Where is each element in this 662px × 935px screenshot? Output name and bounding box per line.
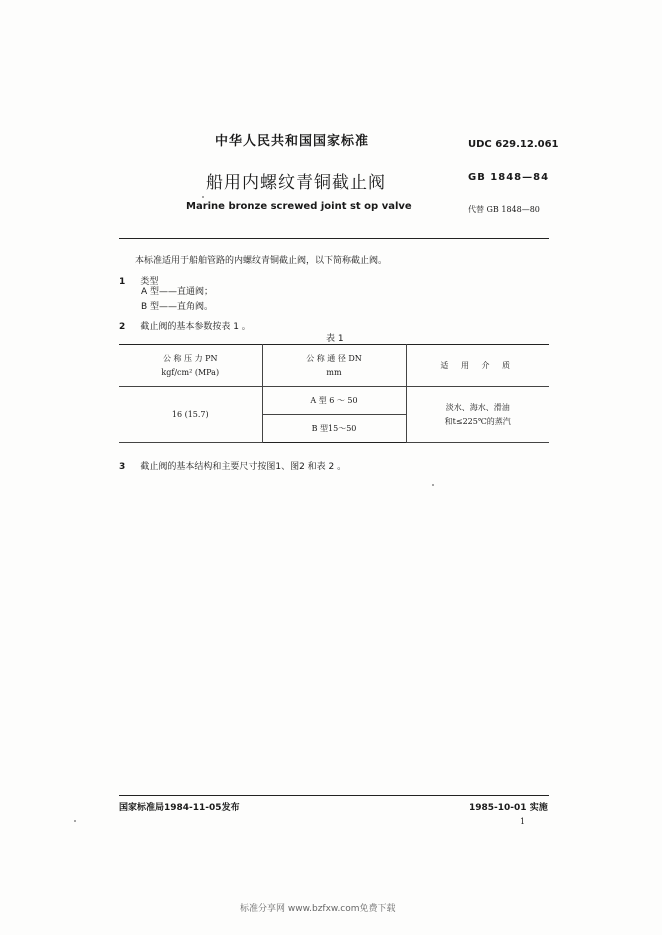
watermark: 标准分享网 www.bzfxw.com免费下载 (240, 904, 396, 914)
diameter-header-label: 公 称 通 径 DN (306, 353, 362, 363)
type-b-item: B 型——直角阀。 (141, 302, 214, 312)
section-number: 1 (119, 277, 126, 287)
standard-name: 中华人民共和国国家标准 (215, 134, 370, 149)
type-b-diameter-cell: B 型15～50 (262, 415, 406, 443)
scan-speck (202, 196, 204, 198)
section-number: 2 (119, 322, 126, 332)
replaces-note: 代替 GB 1848—80 (468, 205, 540, 214)
medium-line-1: 淡水、海水、滑油 (445, 402, 510, 412)
intro-paragraph: 本标准适用于船舶管路的内螺纹青铜截止阀，以下简称截止阀。 (135, 256, 388, 266)
document-title-en: Marine bronze screwed joint st op valve (186, 201, 412, 212)
section-heading: 截止阀的基本结构和主要尺寸按图1、图2 和表 2 。 (140, 462, 347, 472)
medium-cell (406, 387, 549, 443)
parameter-table (119, 344, 549, 443)
header-divider (119, 238, 549, 239)
section-3 (119, 454, 346, 473)
medium-header (406, 345, 549, 387)
type-a-diameter-cell: A 型 6 ～ 50 (262, 387, 406, 415)
medium-header-label: 适 用 介 质 (440, 360, 516, 370)
pressure-header-label: 公 称 压 力 PN (162, 353, 218, 363)
diameter-header (262, 345, 406, 387)
page-number: 1 (520, 817, 526, 826)
effective-date: 1985-10-01 实施 (469, 803, 548, 813)
table-caption: 表 1 (326, 334, 344, 344)
document-title-cn: 船用内螺纹青铜截止阀 (206, 173, 386, 193)
pressure-header-unit: kgf/cm² (MPa) (161, 367, 220, 377)
type-a-item: A 型——直通阀； (141, 287, 214, 297)
section-heading: 类型 (140, 277, 159, 287)
diameter-header-unit: mm (326, 367, 342, 377)
gb-number: GB 1848—84 (468, 172, 550, 183)
section-heading: 截止阀的基本参数按表 1 。 (140, 322, 251, 332)
scan-speck (74, 820, 76, 822)
issued-date: 国家标准局1984-11-05发布 (119, 803, 240, 813)
udc-code: UDC 629.12.061 (468, 139, 559, 150)
section-number: 3 (119, 462, 126, 472)
medium-line-2: 和t≤225℃的蒸汽 (444, 416, 511, 426)
footer-divider (119, 795, 549, 796)
section-2 (119, 314, 251, 333)
pressure-header (119, 345, 262, 387)
table-header-row (119, 345, 549, 387)
pressure-cell: 16 (15.7) (119, 387, 262, 443)
scan-speck (432, 484, 434, 486)
table-row (119, 387, 549, 415)
